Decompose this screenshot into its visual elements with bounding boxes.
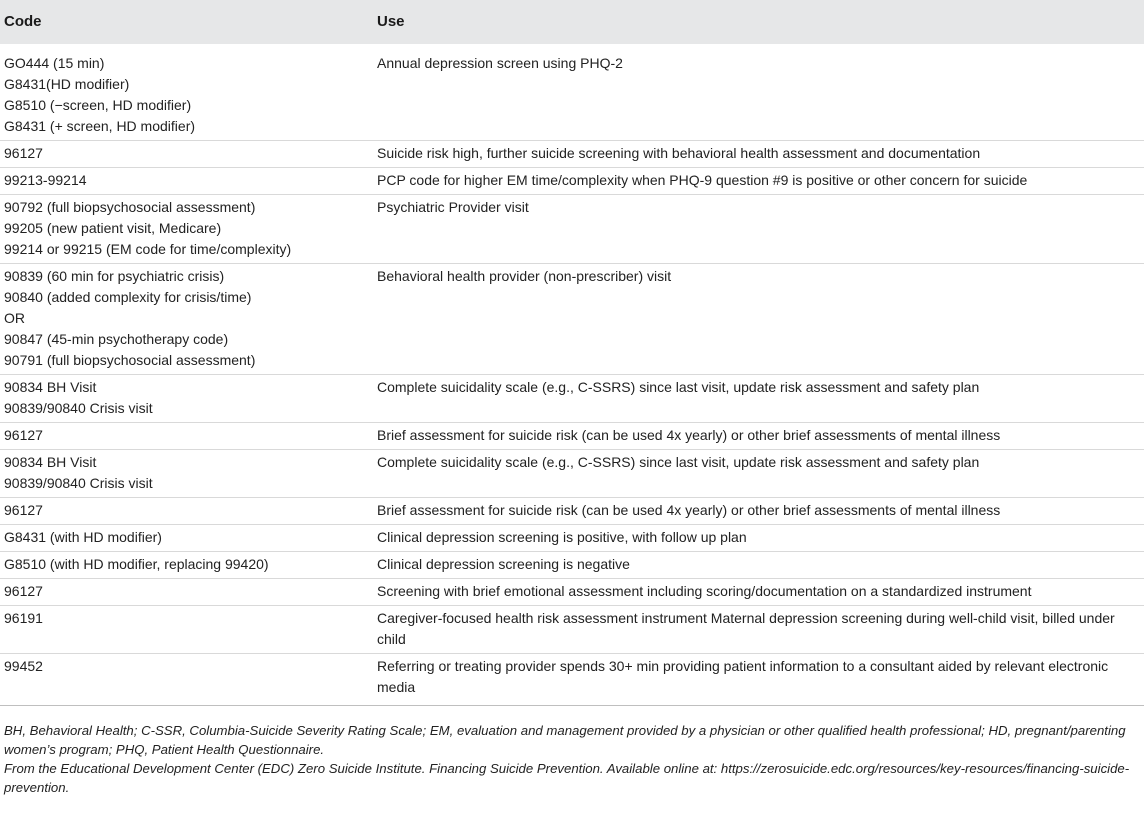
use-cell: Complete suicidality scale (e.g., C-SSRS) since last visit, update risk assessment and safety plan — [373, 450, 1144, 498]
code-line: G8510 (with HD modifier, replacing 99420) — [4, 556, 269, 572]
code-line: 96127 — [4, 427, 43, 443]
code-line: 90847 (45-min psychotherapy code) — [4, 331, 229, 347]
table-row — [0, 423, 1144, 450]
code-line: 90791 (full biopsychosocial assessment) — [4, 352, 256, 368]
use-cell: Brief assessment for suicide risk (can be used 4x yearly) or other brief assessments of mental illness — [373, 423, 1144, 450]
table-row — [0, 141, 1144, 168]
table-row — [0, 654, 1144, 706]
code-line: 96127 — [4, 583, 43, 599]
code-line: 90834 BH Visit — [4, 454, 97, 470]
code-line: GO444 (15 min) — [4, 55, 105, 71]
code-cell — [0, 552, 373, 579]
code-cell — [0, 168, 373, 195]
header-use: Use — [377, 13, 405, 30]
code-line: 99452 — [4, 658, 43, 674]
code-cell — [0, 423, 373, 450]
use-cell: Suicide risk high, further suicide screening with behavioral health assessment and documentation — [373, 141, 1144, 168]
code-cell — [0, 264, 373, 375]
source-note: From the Educational Development Center (EDC) Zero Suicide Institute. Financing Suicide Prevention. Available online at: https://zerosuicide.edc.org/resources/key-resources/financing-suicide-prevention. — [4, 761, 1130, 795]
use-cell: Referring or treating provider spends 30+ min providing patient information to a consultant aided by relevant electronic media — [373, 654, 1144, 706]
abbreviations-note: BH, Behavioral Health; C-SSR, Columbia-Suicide Severity Rating Scale; EM, evaluation and management provided by a physician or other qualified health professional; HD, pregnant/parenting women’s program; PHQ, Patient Health Questionnaire. — [4, 723, 1126, 757]
code-line: 90839/90840 Crisis visit — [4, 475, 153, 491]
use-cell: Screening with brief emotional assessment including scoring/documentation on a standardized instrument — [373, 579, 1144, 606]
code-cell — [0, 195, 373, 264]
code-line: 90839 (60 min for psychiatric crisis) — [4, 268, 225, 284]
table-body — [0, 44, 1144, 706]
code-line: 90840 (added complexity for crisis/time) — [4, 289, 252, 305]
use-cell: Brief assessment for suicide risk (can be used 4x yearly) or other brief assessments of mental illness — [373, 498, 1144, 525]
code-line: OR — [4, 310, 25, 326]
table-row — [0, 450, 1144, 498]
code-cell — [0, 44, 373, 141]
code-line: 90839/90840 Crisis visit — [4, 400, 153, 416]
code-line: 99205 (new patient visit, Medicare) — [4, 220, 222, 236]
code-line: 99213-99214 — [4, 172, 87, 188]
code-cell — [0, 606, 373, 654]
table-row — [0, 552, 1144, 579]
header-row — [0, 0, 1144, 44]
code-line: 99214 or 99215 (EM code for time/complexity) — [4, 241, 292, 257]
table-row — [0, 579, 1144, 606]
table-header — [0, 0, 1144, 44]
use-cell: PCP code for higher EM time/complexity when PHQ-9 question #9 is positive or other concern for suicide — [373, 168, 1144, 195]
code-cell — [0, 141, 373, 168]
use-cell: Psychiatric Provider visit — [373, 195, 1144, 264]
code-line: 96127 — [4, 145, 43, 161]
table-footnotes — [0, 721, 1144, 797]
header-code: Code — [4, 13, 42, 30]
use-cell: Clinical depression screening is negative — [373, 552, 1144, 579]
code-line: 96127 — [4, 502, 43, 518]
use-cell: Annual depression screen using PHQ-2 — [377, 55, 623, 71]
table-row — [0, 606, 1144, 654]
code-line: 90792 (full biopsychosocial assessment) — [4, 199, 256, 215]
code-cell — [0, 579, 373, 606]
code-line: G8431 (+ screen, HD modifier) — [4, 118, 196, 134]
use-cell: Behavioral health provider (non-prescriber) visit — [373, 264, 1144, 375]
code-line: 96191 — [4, 610, 43, 626]
table-row — [0, 195, 1144, 264]
table-row — [0, 168, 1144, 195]
code-line: G8431 (with HD modifier) — [4, 529, 162, 545]
table-row — [0, 44, 1144, 141]
code-line: G8510 (−screen, HD modifier) — [4, 97, 192, 113]
table-row — [0, 375, 1144, 423]
table-row — [0, 498, 1144, 525]
code-cell — [0, 450, 373, 498]
use-cell: Caregiver-focused health risk assessment instrument Maternal depression screening during well-child visit, billed under child — [373, 606, 1144, 654]
table-row — [0, 525, 1144, 552]
use-cell: Clinical depression screening is positive, with follow up plan — [373, 525, 1144, 552]
use-cell: Complete suicidality scale (e.g., C-SSRS) since last visit, update risk assessment and safety plan — [373, 375, 1144, 423]
code-cell — [0, 525, 373, 552]
code-cell — [0, 375, 373, 423]
code-line: G8431(HD modifier) — [4, 76, 130, 92]
table-row — [0, 264, 1144, 375]
code-cell — [0, 498, 373, 525]
code-line: 90834 BH Visit — [4, 379, 97, 395]
code-cell — [0, 654, 373, 706]
